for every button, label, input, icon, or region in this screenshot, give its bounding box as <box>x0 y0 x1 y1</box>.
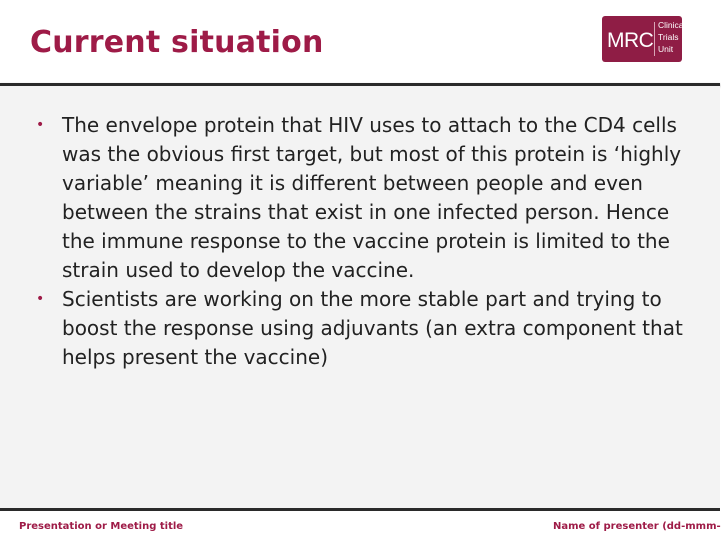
logo-line-trials: Trials <box>658 32 679 42</box>
bullet-text: Scientists are working on the more stable part and trying to boost the response using adjuvants (an extra component that helps present the vaccine) <box>62 287 683 369</box>
slide-footer <box>0 508 720 543</box>
bullet-text: The envelope protein that HIV uses to attach to the CD4 cells was the obvious first target, but most of this protein is ‘highly variable’ meaning it is different between people and even between the strains that exist in one infected person. Hence the immune response to the vaccine protein is limited to the strain used to develop the vaccine. <box>62 113 682 282</box>
bullet-dot-icon: • <box>36 291 45 307</box>
logo-unit-text <box>658 19 686 55</box>
slide-content <box>0 86 720 508</box>
logo-mrc-mark: MRC <box>607 29 654 52</box>
slide-header <box>0 0 720 84</box>
mrc-ctu-logo <box>602 16 686 62</box>
bullet-list <box>36 111 696 372</box>
bullet-item <box>36 285 696 372</box>
logo-line-clinical: Clinical <box>658 20 686 30</box>
footer-presenter: Name of presenter (dd-mmm- <box>553 521 721 532</box>
logo-divider <box>654 22 655 56</box>
bullet-item <box>36 111 696 285</box>
logo-line-unit: Unit <box>658 44 674 54</box>
slide-title: Current situation <box>30 25 324 60</box>
footer-meeting-title: Presentation or Meeting title <box>19 521 184 532</box>
bullet-dot-icon: • <box>36 117 45 133</box>
